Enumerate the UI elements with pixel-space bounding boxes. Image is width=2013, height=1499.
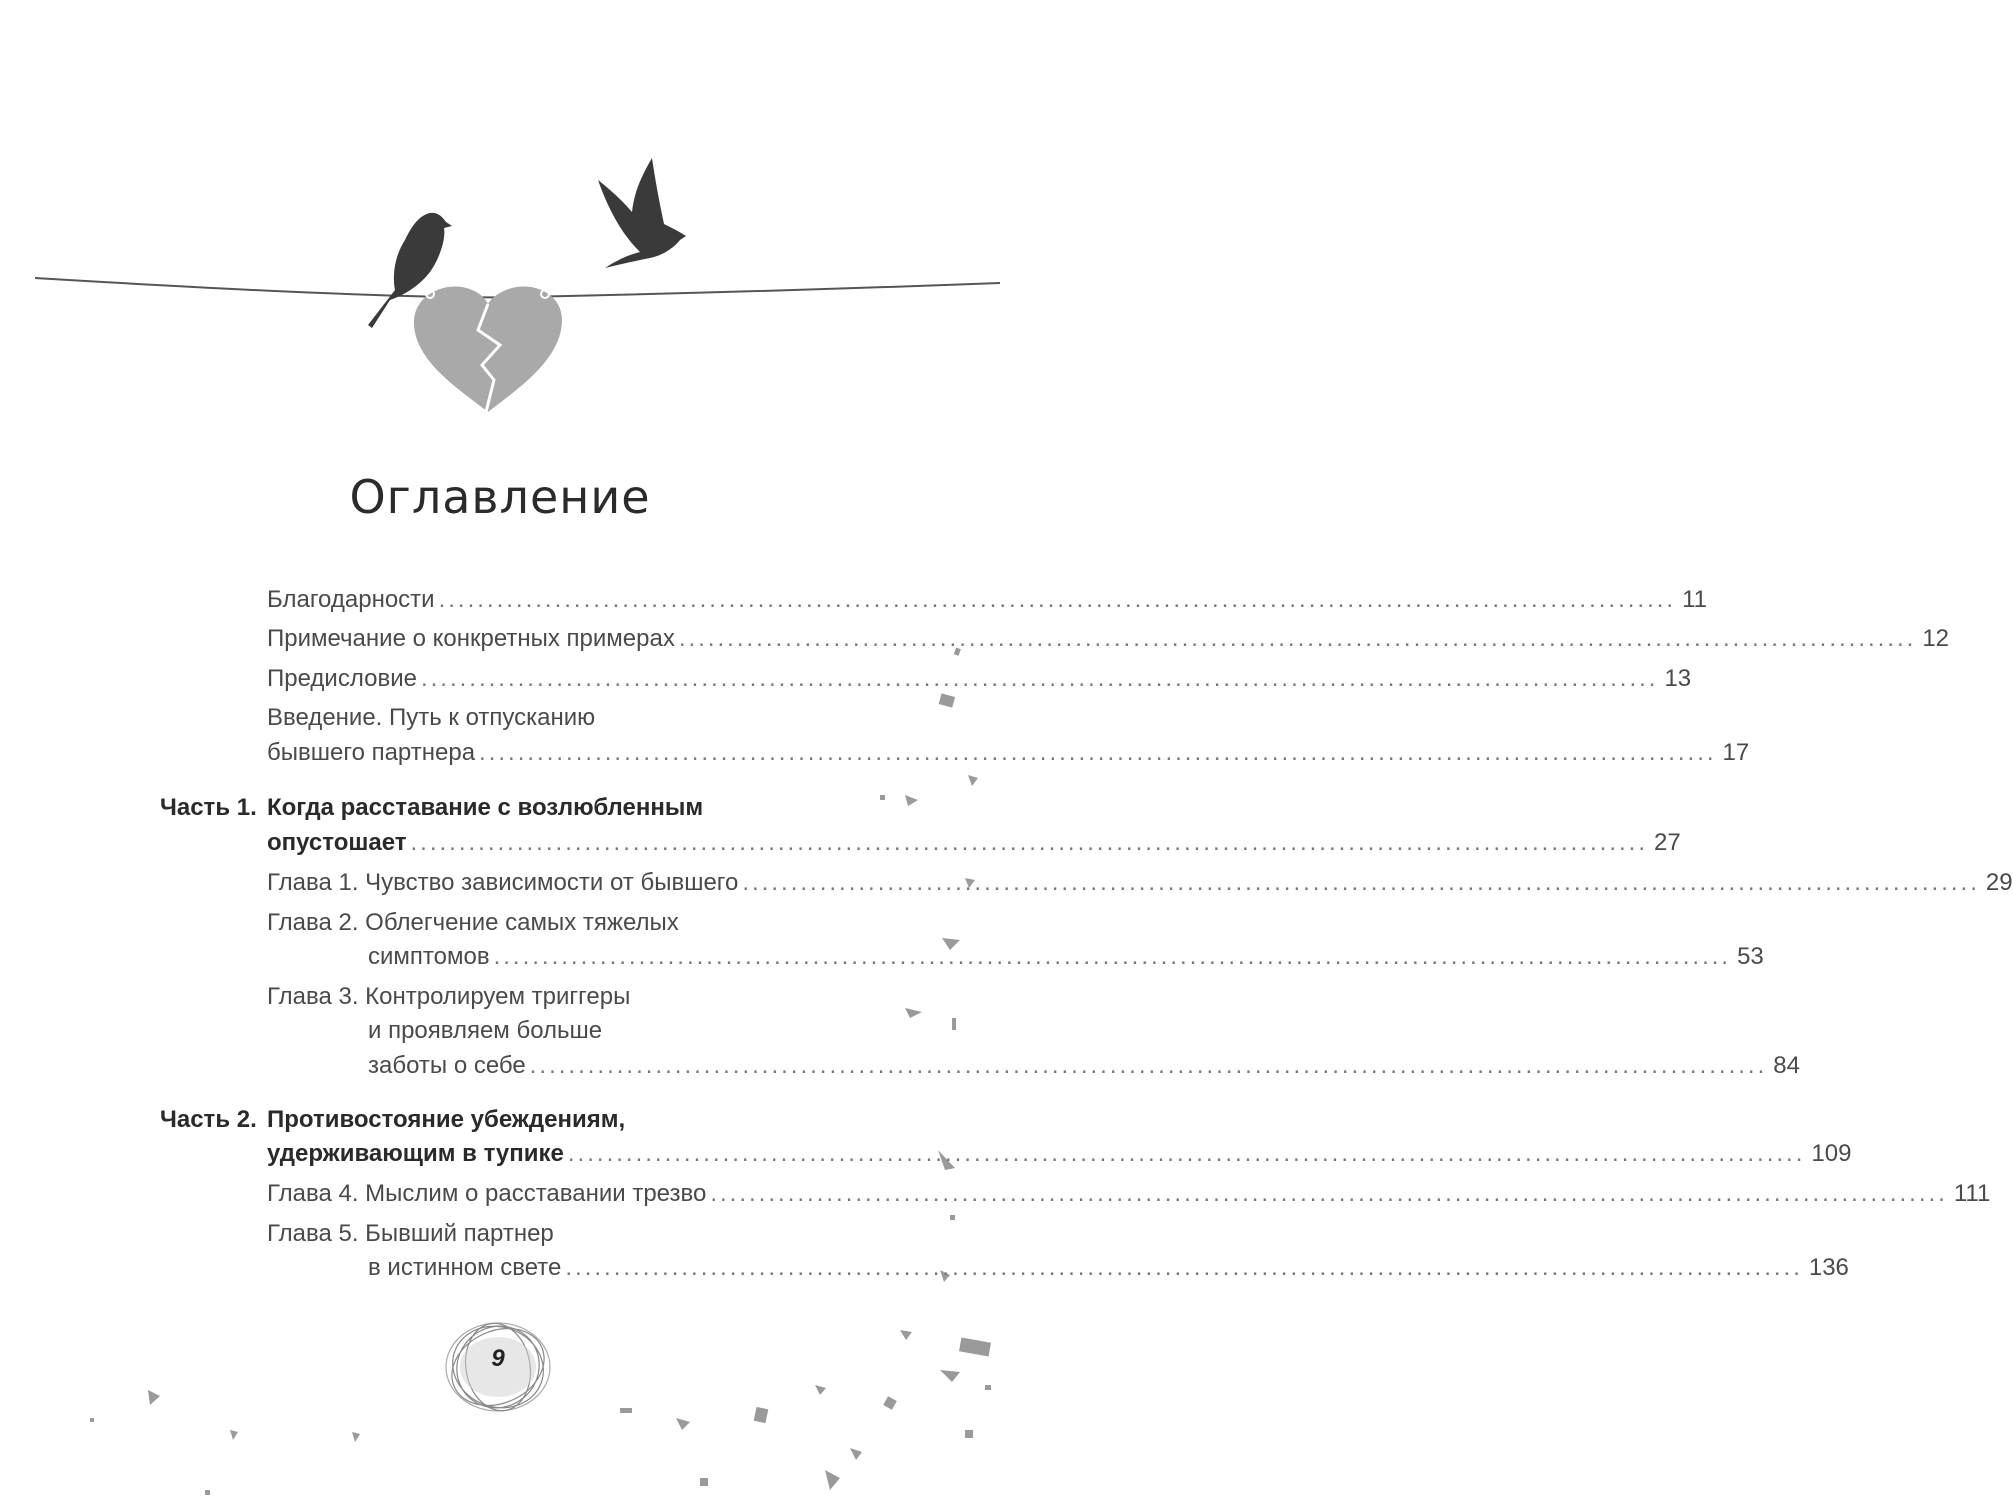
toc-entry-primechanie[interactable]	[267, 622, 1950, 656]
toc-entry-vvedenie-line1[interactable]: Введение. Путь к отпусканию	[267, 704, 596, 731]
toc-entry-predislovie[interactable]	[267, 662, 1692, 696]
toc-entry-title: симптомов	[368, 943, 490, 970]
toc-part1-label: Часть 1.	[160, 794, 257, 821]
toc-entry-title: Глава 1. Чувство зависимости от бывшего	[267, 869, 739, 896]
leader-dots: ................................................................................................................................	[678, 625, 1917, 652]
toc-entry-ch2-line1[interactable]: Глава 2. Облегчение самых тяжелых	[267, 909, 679, 936]
toc-page-number: 53	[1737, 943, 1764, 970]
leader-dots: ................................................................................................................................	[529, 1052, 1768, 1079]
toc-entry-title: Примечание о конкретных примерах	[267, 625, 675, 652]
toc-page-number: 109	[1811, 1140, 1852, 1167]
leader-dots: ................................................................................................................................	[420, 665, 1659, 692]
toc-entry-title: удерживающим в тупике	[267, 1140, 564, 1167]
leader-dots: ................................................................................................................................	[479, 739, 1717, 766]
leader-dots: ................................................................................................................................	[410, 829, 1648, 856]
flying-bird-icon	[598, 158, 686, 268]
toc-entry-vvedenie[interactable]	[267, 736, 1750, 770]
toc-entry-title: Благодарности	[267, 586, 435, 613]
toc-page-number: 13	[1664, 665, 1692, 692]
toc-entry-title: Глава 4. Мыслим о расставании трезво	[267, 1180, 707, 1207]
toc-page-number: 29	[1985, 869, 2013, 896]
leader-dots: ................................................................................................................................	[493, 943, 1732, 970]
broken-heart-icon	[414, 287, 562, 412]
toc-entry-title: Предисловие	[267, 665, 417, 692]
page-number: 9	[491, 1345, 505, 1372]
leader-dots: ................................................................................................................................	[438, 586, 1677, 613]
toc-entry-title: в истинном свете	[368, 1254, 562, 1281]
toc-entry-ch5[interactable]	[368, 1251, 1849, 1285]
toc-entry-blagodarnosti[interactable]	[267, 583, 1707, 617]
toc-entry-ch4[interactable]	[267, 1177, 1991, 1211]
toc-page-number: 136	[1808, 1254, 1849, 1281]
toc-entry-ch1[interactable]	[267, 866, 2013, 900]
leader-dots: ................................................................................................................................	[742, 869, 1980, 896]
toc-page-number: 12	[1922, 625, 1950, 652]
toc-entry-ch3-line1[interactable]: Глава 3. Контролируем триггеры	[267, 983, 631, 1010]
toc-page-number: 111	[1953, 1180, 1991, 1207]
toc-entry-part1[interactable]	[267, 826, 1681, 860]
toc-part2-line1[interactable]: Противостояние убеждениям,	[267, 1106, 626, 1133]
toc-page-number: 84	[1773, 1052, 1800, 1079]
toc-page-number: 11	[1682, 586, 1707, 613]
toc-entry-part2[interactable]	[267, 1137, 1852, 1171]
toc-part2-label: Часть 2.	[160, 1106, 257, 1133]
toc-entry-title: заботы о себе	[368, 1052, 526, 1079]
toc-part1-line1[interactable]: Когда расставание с возлюбленным	[267, 794, 704, 821]
toc-entry-ch3-line2[interactable]: и проявляем больше	[368, 1017, 603, 1044]
toc-entry-ch3[interactable]	[368, 1049, 1800, 1083]
toc-entry-ch5-line1[interactable]: Глава 5. Бывший партнер	[267, 1220, 554, 1247]
leader-dots: ................................................................................................................................	[565, 1254, 1803, 1281]
leader-dots: ................................................................................................................................	[710, 1180, 1948, 1207]
toc-page-number: 17	[1722, 739, 1750, 766]
toc-entry-ch2[interactable]	[368, 940, 1764, 974]
toc-entry-title: бывшего партнера	[267, 739, 476, 766]
leader-dots: ................................................................................................................................	[567, 1140, 1806, 1167]
toc-entry-title: опустошает	[267, 829, 407, 856]
page-title: Оглавление	[349, 470, 651, 524]
toc-page-number: 27	[1654, 829, 1681, 856]
